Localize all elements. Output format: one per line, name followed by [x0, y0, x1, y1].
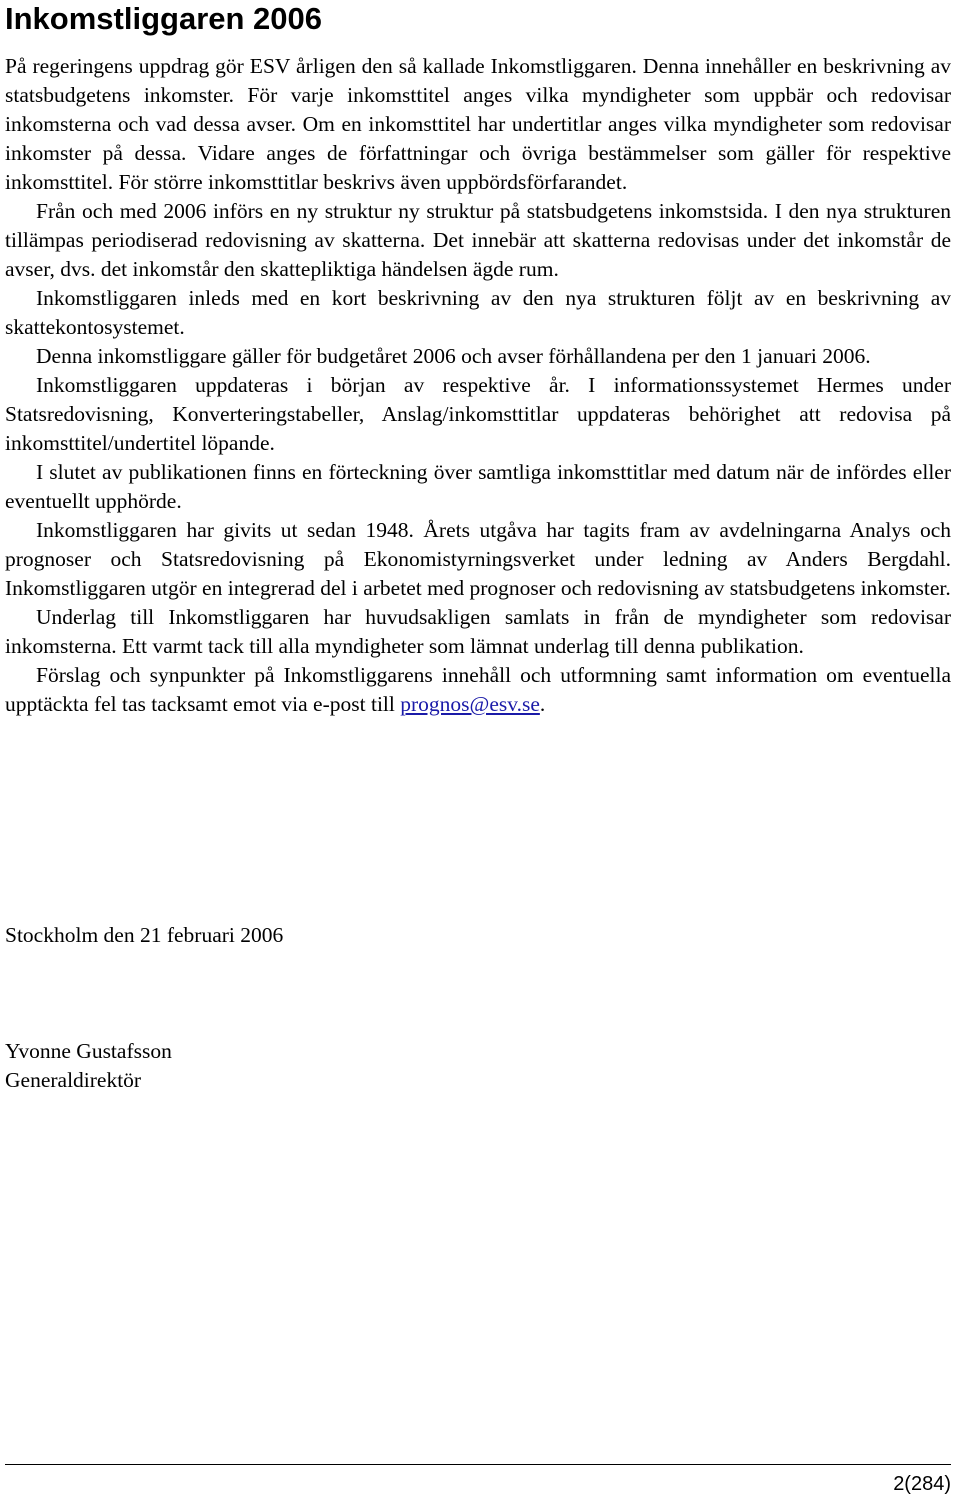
place-date: Stockholm den 21 februari 2006 [5, 923, 284, 947]
footer-divider [5, 1464, 951, 1465]
paragraph-feedback [5, 661, 951, 719]
paragraph-history: Inkomstliggaren har givits ut sedan 1948. Årets utgåva har tagits fram av avdelningarna Analys och prognoser och Statsredovisning på Ekonomistyrningsverket under ledning av Anders Bergdahl. Inkomstliggaren utgör en integrerad del i arbetet med prognoser och redovisning av statsbudgetens inkomster. [5, 518, 951, 600]
signatory-name: Yvonne Gustafsson [5, 1039, 172, 1063]
paragraph-thanks: Underlag till Inkomstliggaren har huvudsakligen samlats in från de myndigheter som redovisar inkomsterna. Ett varmt tack till alla myndigheter som lämnat underlag till denna publikation. [5, 605, 951, 658]
page-number: 2(284) [893, 1473, 951, 1495]
email-link[interactable]: prognos@esv.se [400, 692, 540, 716]
paragraph-new-structure: Från och med 2006 införs en ny struktur ny struktur på statsbudgetens inkomstsida. I den nya strukturen tillämpas periodiserad redovisning av skatterna. Det innebär att skatterna redovisas under det inkomstår de avser, dvs. det inkomstår den skattepliktiga händelsen ägde rum. [5, 199, 951, 281]
feedback-period: . [539, 692, 546, 716]
body-text [5, 52, 951, 719]
paragraph-overview: Inkomstliggaren inleds med en kort beskrivning av den nya strukturen följt av en beskrivning av skattekontosystemet. [5, 286, 951, 339]
feedback-text: Förslag och synpunkter på Inkomstliggarens innehåll och utformning samt information om eventuella upptäckta fel tas tacksamt emot via e-post till [5, 663, 951, 716]
page-title: Inkomstliggaren 2006 [5, 1, 323, 36]
paragraph-updates: Inkomstliggaren uppdateras i början av respektive år. I informationssystemet Hermes under Statsredovisning, Konverteringstabeller, Anslag/inkomsttitlar uppdateras behörighet att redovisa på inkomsttitel/undertitel löpande. [5, 373, 951, 455]
paragraph-budget-year: Denna inkomstliggare gäller för budgetåret 2006 och avser förhållandena per den 1 januari 2006. [36, 344, 871, 368]
signature-block [5, 1037, 172, 1095]
signatory-title: Generaldirektör [5, 1068, 142, 1092]
paragraph-index: I slutet av publikationen finns en förteckning över samtliga inkomsttitlar med datum när de infördes eller eventuellt upphörde. [5, 460, 951, 513]
paragraph-intro: På regeringens uppdrag gör ESV årligen den så kallade Inkomstliggaren. Denna innehåller en beskrivning av statsbudgetens inkomster. För varje inkomsttitel anges vilka myndigheter som uppbär och redovisar inkomsterna och vad dessa avser. Om en inkomsttitel har undertitlar anges vilka myndigheter som redovisar inkomster på dessa. Vidare anges de författningar och övriga bestämmelser som gäller för respektive inkomsttitel. För större inkomsttitlar beskrivs även uppbördsförfarandet. [5, 54, 951, 194]
